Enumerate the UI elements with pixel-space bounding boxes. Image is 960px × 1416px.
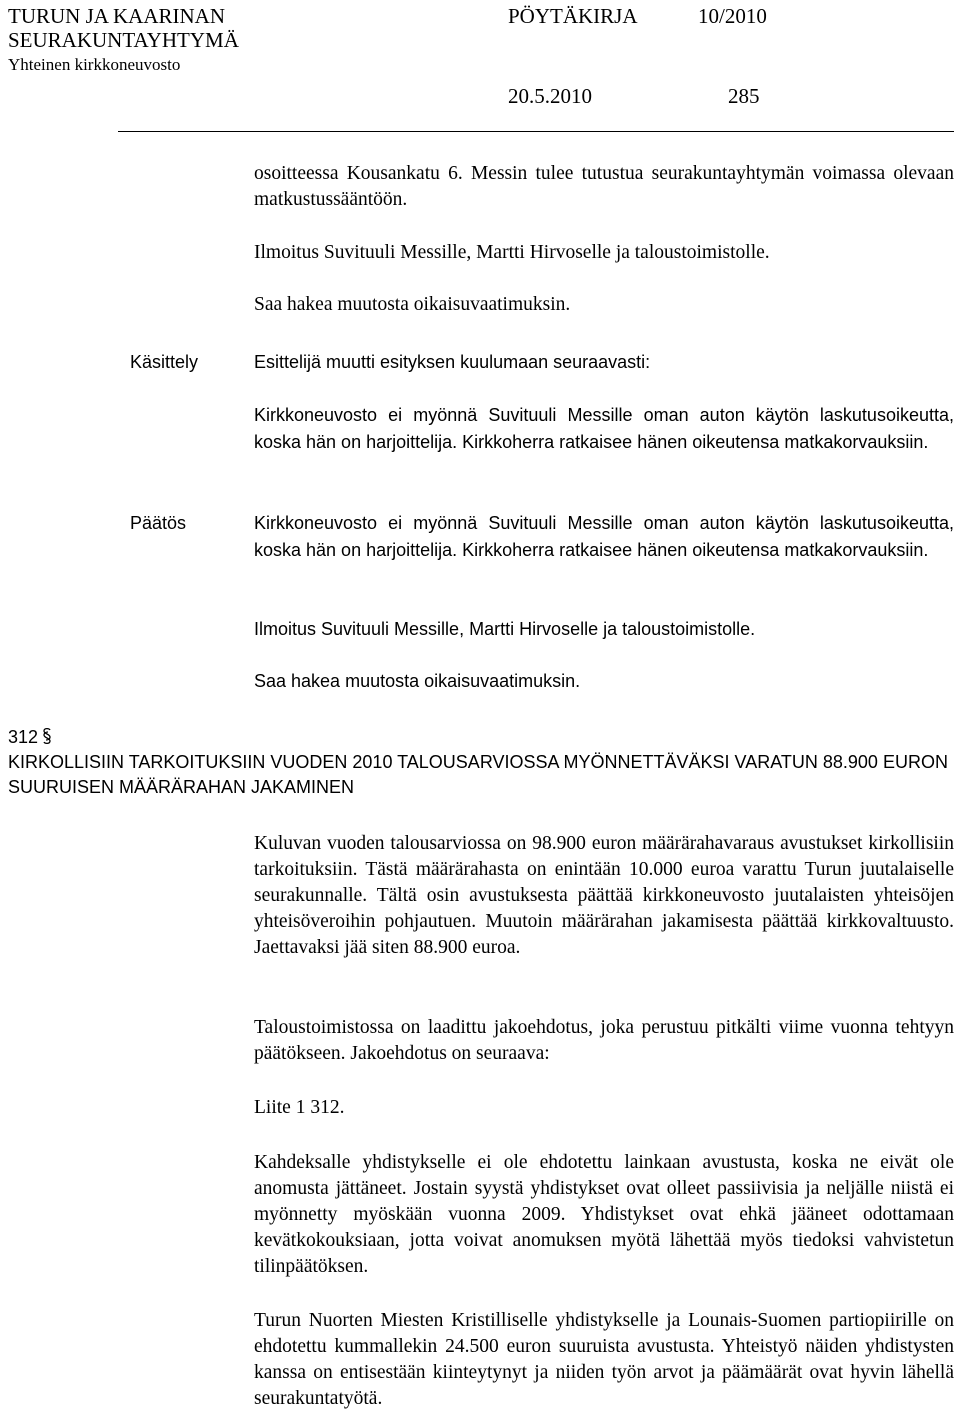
section-sign-icon [42,727,52,745]
org-unit: SEURAKUNTAYHTYMÄ [8,28,239,52]
intro-paragraph-3: Saa hakea muutosta oikaisuvaatimuksin. [254,294,571,315]
doc-number: 10/2010 [698,4,767,28]
section-number-line [8,724,52,750]
doc-type: PÖYTÄKIRJA [508,4,638,28]
intro-paragraph-1: osoitteessa Kousankatu 6. Messin tulee tutustua seurakuntayhtymän voimassa olevaan matkustussääntöön. [254,163,954,210]
kasittely-intro: Esittelijä muutti esityksen kuulumaan seuraavasti: [254,352,651,372]
page-number: 285 [728,84,760,108]
meeting-date: 20.5.2010 [508,84,592,108]
section-paragraph-2: Taloustoimistossa on laadittu jakoehdotus, joka perustuu pitkälti viime vuonna tehtyyn päätökseen. Jakoehdotus on seuraava: [254,1017,954,1064]
kasittely-label: Käsittely [130,352,199,372]
section-title: KIRKOLLISIIN TARKOITUKSIIN VUODEN 2010 TALOUSARVIOSSA MYÖNNETTÄVÄKSI VARATUN 88.900 EURON SUURUISEN MÄÄRÄRAHAN JAKAMINEN [8,752,948,797]
paatos-label: Päätös [130,513,187,533]
org-body: Yhteinen kirkkoneuvosto [8,55,181,74]
header-rule [118,131,954,132]
intro-paragraph-2: Ilmoitus Suvituuli Messille, Martti Hirvoselle ja taloustoimistolle. [254,242,770,263]
paatos-notice: Ilmoitus Suvituuli Messille, Martti Hirvoselle ja taloustoimistolle. [254,619,756,639]
paatos-body: Kirkkoneuvosto ei myönnä Suvituuli Messille oman auton käytön laskutusoikeutta, koska hän on harjoittelija. Kirkkoherra ratkaisee hänen oikeutensa matkakorvauksiin. [254,513,954,560]
org-name: TURUN JA KAARINAN [8,4,226,28]
kasittely-body: Kirkkoneuvosto ei myönnä Suvituuli Messille oman auton käytön laskutusoikeutta, koska hän on harjoittelija. Kirkkoherra ratkaisee hänen oikeutensa matkakorvauksiin. [254,405,954,452]
section-paragraph-1: Kuluvan vuoden talousarviossa on 98.900 euron määrärahavaraus avustukset kirkollisiin tarkoituksiin. Tästä määrärahasta on enintään 10.000 euroa varattu Turun juutalaiselle seurakunnalle. Tältä osin avustuksesta päättää kirkkoneuvosto juutalaisten yhteisöjen yhteisöveroihin pohjautuen. Muutoin määrärahan jakamisesta päättää kirkkovaltuusto. Jaettavaksi jää siten 88.900 euroa. [254,833,954,958]
section-paragraph-5: Turun Nuorten Miesten Kristilliselle yhdistykselle ja Lounais-Suomen partiopiirille on ehdotettu kummallekin 24.500 euron suuruista avustusta. Yhteistyö näiden yhdistysten kanssa on entisestään kiinteytynyt ja niiden työn arvot ja päämäärät ovat hyvin lähellä seurakuntatyötä. [254,1310,954,1409]
section-paragraph-4: Kahdeksalle yhdistykselle ei ole ehdotettu lainkaan avustusta, koska ne eivät ole anomusta jättäneet. Jostain syystä yhdistykset ovat olleet passiivisia ja neljälle niistä ei myönnetty myöskään vuonna 2009. Yhdistykset ovat ehkä jääneet odottamaan kevätkokouksiaan, jotta voivat anomuksen myötä lähettää myös tiedoksi vahvistetun tilinpäätöksen. [254,1152,954,1277]
paatos-appeal: Saa hakea muutosta oikaisuvaatimuksin. [254,671,581,691]
section-number: 312 [8,727,39,747]
attachment-reference: Liite 1 312. [254,1097,345,1118]
